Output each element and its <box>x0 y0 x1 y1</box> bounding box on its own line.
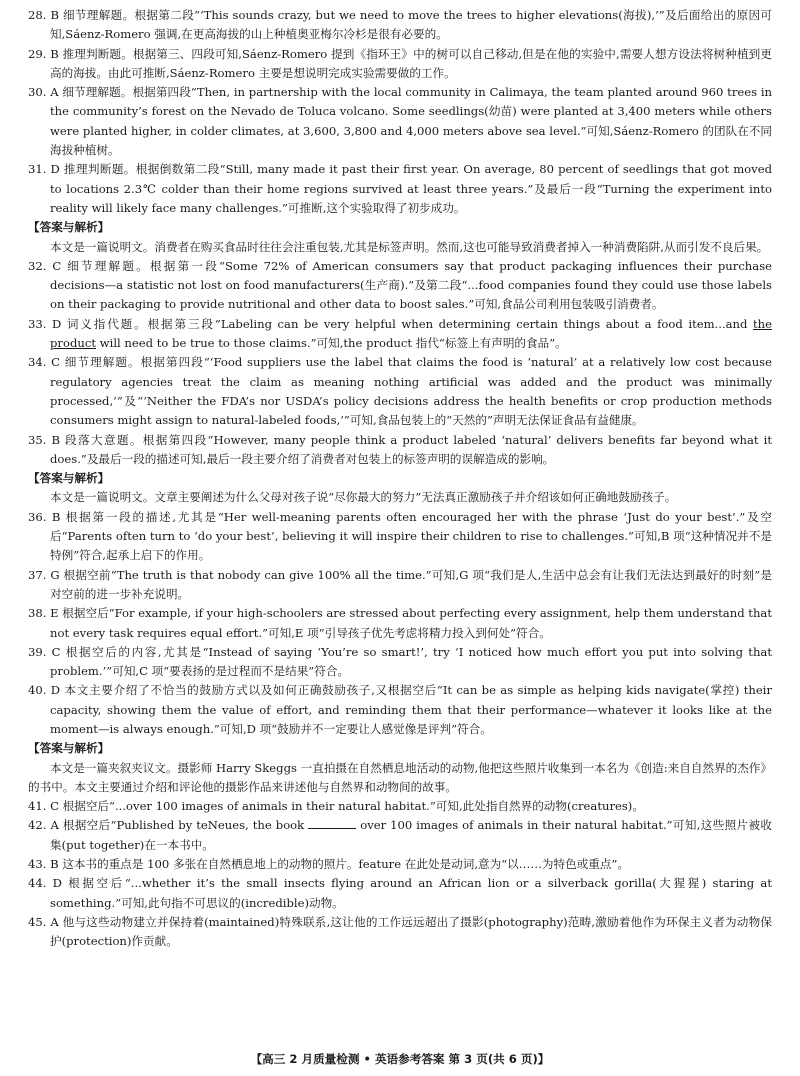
answer-40: 40. D 本文主要介绍了不恰当的鼓励方式以及如何正确鼓励孩子,又根据空后“It can be as simple as helping kids navigate(掌控) their capacity, showing them the value of effort, and reminding them that their performance—whatever it looks like at the moment—is always enough.”可知,D 项“鼓励并不一定要让人感觉像是评判”符合。 <box>28 683 772 736</box>
section-intro-3: 本文是一篇夹叙夹议文。摄影师 Harry Skeggs 一直拍摄在自然栖息地活动的动物,他把这些照片收集到一本名为《创造:来自自然界的杰作》的书中。本文主要通过介绍和评论他的摄影作品来讲述他与自然界和动物间的故事。 <box>28 760 772 794</box>
section-intro-2: 本文是一篇说明文。文章主要阐述为什么父母对孩子说“尽你最大的努力”无法真正激励孩子并介绍该如何正确地鼓励孩子。 <box>50 490 677 505</box>
answer-43: 43. B 这本书的重点是 100 多张在自然栖息地上的动物的照片。feature 在此处是动词,意为“以……为特色或重点”。 <box>28 857 629 872</box>
answer-41: 41. C 根据空后“...over 100 images of animals in their natural habitat.”可知,此处指自然界的动物(creatures)。 <box>28 799 644 814</box>
answer-33-part1: 33. D 词义指代题。根据第三段“Labeling can be very helpful when determining certain things about a food item...and <box>28 316 753 331</box>
answer-32: 32. C 细节理解题。根据第一段“Some 72% of American consumers say that product packaging influences their purchase decisions—a statistic not lost on food manufacturers(生产商).”及第二段“...food companies found they could use those labels on their packaging to provide nutritional and other data to boost sales.”可知,食品公司利用包装吸引消费者。 <box>28 258 772 312</box>
answer-33-part2: will need to be true to those claims.”可知,the product 指代“标签上有声明的食品”。 <box>96 336 567 351</box>
answer-35: 35. B 段落大意题。根据第四段“However, many people think a product labeled ‘natural’ delivers benefits far beyond what it does.”及最后一段的描述可知,最后一段主要介绍了消费者对包装上的标签声明的误解造成的影响。 <box>28 432 772 466</box>
answer-45: 45. A 他与这些动物建立并保持着(maintained)特殊联系,这让他的工作远远超出了摄影(photography)范畴,激励着他作为环保主义者为动物保护(protection)作贡献。 <box>28 914 772 949</box>
answer-30: 30. A 细节理解题。根据第四段“Then, in partnership with the local community in Calimaya, the team planted around 960 trees in the community’s forest on the Nevado de Toluca volcano. Some seedlings(幼苗) were planted at 3,400 meters while others were planted higher, in colder climates, at 3,600, 3,800 and 4,000 meters above sea level.”可知,Sáenz-Romero 的团队在不同海拔种植树。 <box>28 85 772 158</box>
page-footer: 【高三 2 月质量检测 • 英语参考答案 第 3 页(共 6 页)】 <box>250 1052 550 1066</box>
answer-34: 34. C 细节理解题。根据第四段“‘Food suppliers use the label that claims the food is ‘natural’ at a relatively low cost because regulatory agencies treat the claim as meaning nothing artificial was added and the product was minimally processed,’”及“‘Neither the FDA’s nor USDA’s policy decisions address the health benefits or crop production methods consumers might assign to natural-labeled foods,’”可知,食品包装上的“天然的”声明无法保证食品有益健康。 <box>28 355 772 428</box>
answer-31: 31. D 推理判断题。根据倒数第二段“Still, many made it past their first year. On average, 80 percent of seedlings that got moved to locations 2.3℃ colder than their home regions survived at least three years.”及最后一段“Turning the experiment into reality will likely face many challenges.”可推断,这个实验取得了初步成功。 <box>28 162 772 215</box>
section-heading-1: 【答案与解析】 <box>28 220 110 235</box>
answer-37: 37. G 根据空前“The truth is that nobody can give 100% all the time.”可知,G 项“我们是人,生活中总会有让我们无法达到最好的时刻”是对空前的进一步补充说明。 <box>28 567 772 601</box>
answer-44: 44. D 根据空后“...whether it’s the small insects flying around an African lion or a silverback gorilla(大猩猩) staring at something.”可知,此句指不可思议的(incredible)动物。 <box>28 876 772 910</box>
section-intro-1: 本文是一篇说明文。消费者在购买食品时往往会注重包装,尤其是标签声明。然而,这也可能导致消费者掉入一种消费陷阱,从而引发不良后果。 <box>50 239 769 254</box>
blank-line <box>308 817 356 829</box>
answer-42-part2: over 100 images of animals in their natural habitat.”可知,这些照片被收集(put together)在一本书中。 <box>50 818 772 852</box>
section-heading-2: 【答案与解析】 <box>28 471 110 486</box>
answer-29: 29. B 推理判断题。根据第三、四段可知,Sáenz-Romero 提到《指环王》中的树可以自己移动,但是在他的实验中,需要人想方设法将树种植到更高的海拔。由此可推断,Sáenz-Romero 主要是想说明完成实验需要做的工作。 <box>28 46 772 80</box>
answer-42 <box>28 816 772 855</box>
answer-33 <box>28 315 772 354</box>
underlined-phrase: the product <box>50 316 772 351</box>
answer-28: 28. B 细节理解题。根据第二段“‘This sounds crazy, but we need to move the trees to higher elevations(海拔),’”及后面给出的原因可知,Sáenz-Romero 强调,在更高海拔的山上种植奥亚梅尔冷杉是很有必要的。 <box>28 8 772 42</box>
answer-42-part1: 42. A 根据空后“Published by teNeues, the book <box>28 818 309 833</box>
section-heading-3: 【答案与解析】 <box>28 741 110 756</box>
answer-38: 38. E 根据空后“For example, if your high-schoolers are stressed about perfecting every assignment, help them understand that not every task requires equal effort.”可知,E 项“引导孩子优先考虑将精力投入到何处”符合。 <box>28 606 772 640</box>
answer-39: 39. C 根据空后的内容,尤其是“Instead of saying ‘You’re so smart!’, try ‘I noticed how much effort you put into solving that problem.’”可知,C 项“要表扬的是过程而不是结果”符合。 <box>28 644 772 679</box>
answer-36: 36. B 根据第一段的描述,尤其是“Her well-meaning parents often encouraged her with the phrase ‘Just do your best’.”及空后“Parents often turn to ‘do your best’, believing it will inspire their children to rise to challenges.”可知,B 项“这种情况并不是特例”符合,起承上启下的作用。 <box>28 509 772 563</box>
